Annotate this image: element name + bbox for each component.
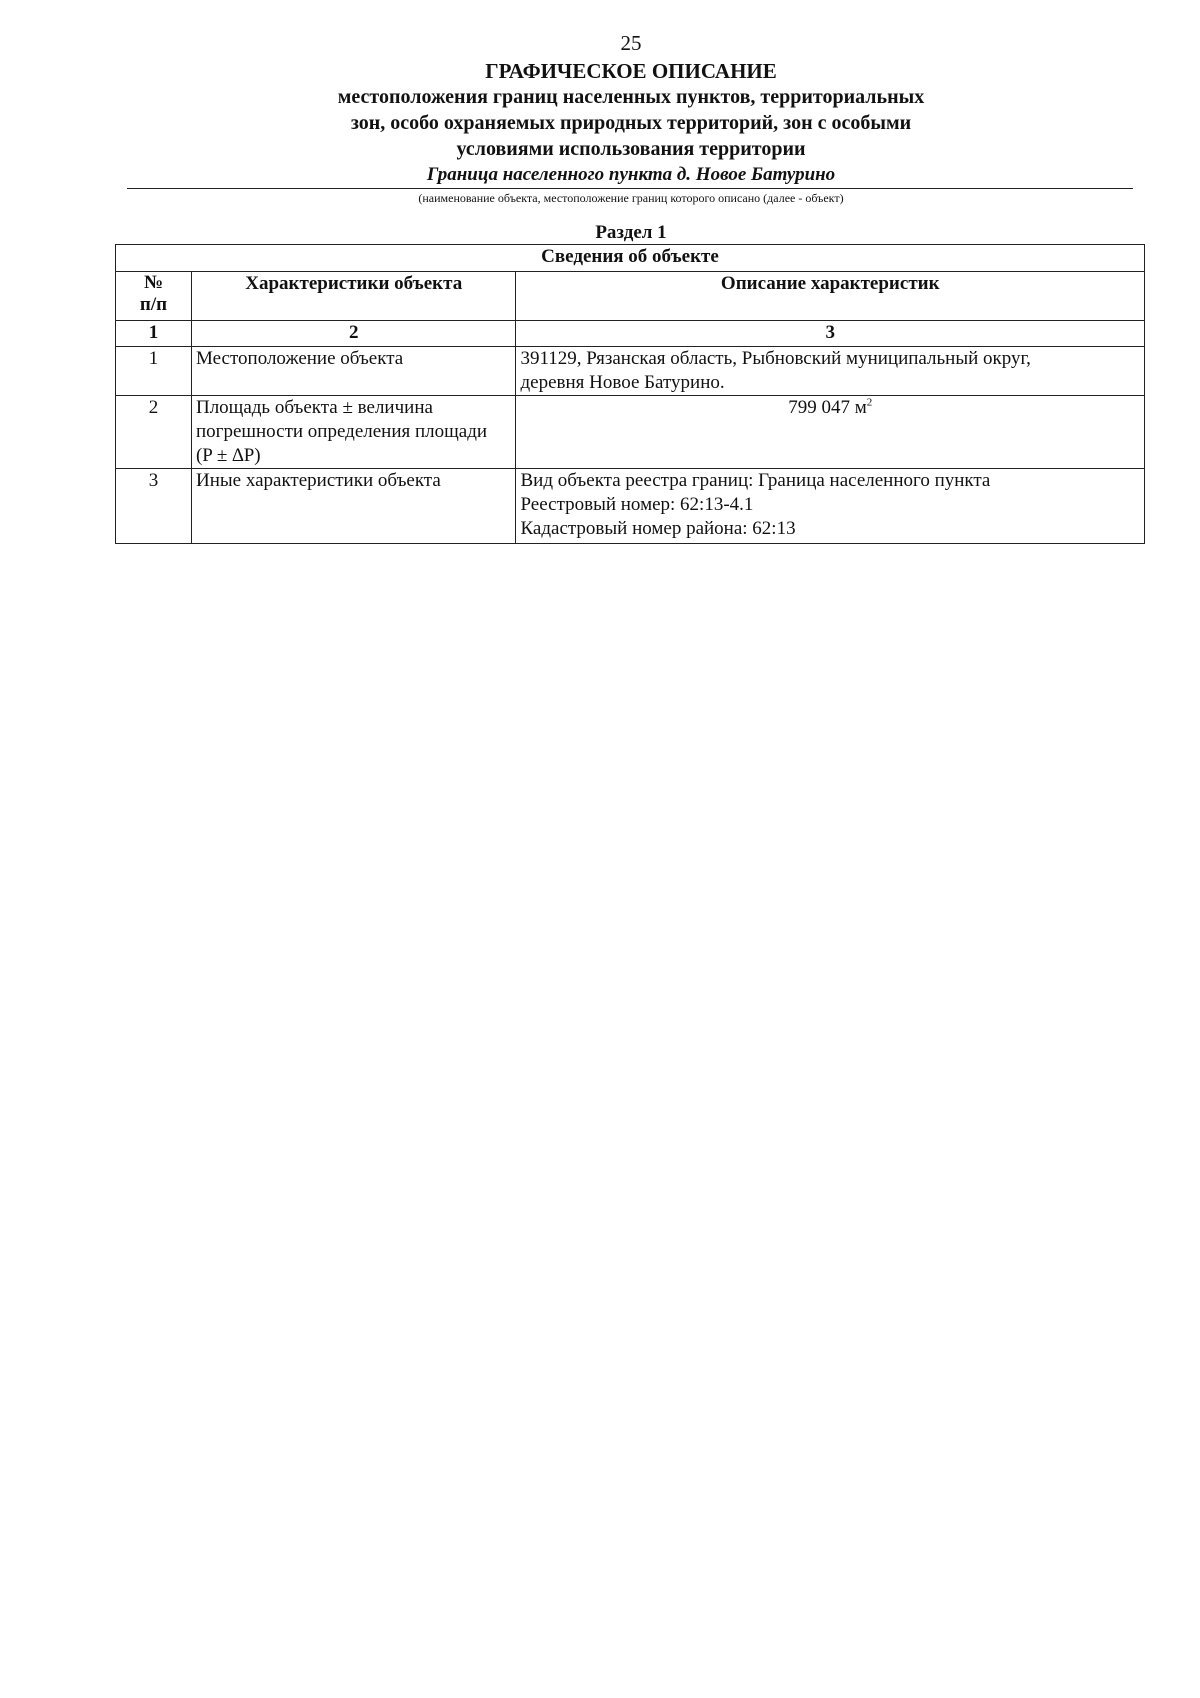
object-name-underline [127, 188, 1133, 189]
header-number-line2: п/п [139, 294, 168, 315]
header-number-line1: № [143, 272, 164, 293]
document-title: ГРАФИЧЕСКОЕ ОПИСАНИЕ [485, 59, 777, 83]
header-number [116, 272, 192, 321]
characteristic-line: Местоположение объекта [195, 348, 404, 369]
area-value: 799 047 м [788, 397, 867, 418]
row-number: 3 [116, 469, 192, 544]
characteristic-line: Площадь объекта ± величина [195, 397, 433, 418]
characteristic-line: погрешности определения площади [195, 421, 488, 442]
characteristic-line: (P ± ∆P) [195, 445, 261, 466]
subtitle-line: условиями использования территории [456, 138, 806, 160]
characteristic-line: Иные характеристики объекта [195, 470, 441, 491]
area-unit-superscript: 2 [866, 396, 873, 409]
column-index-row [116, 321, 1145, 347]
subtitle-line: местоположения границ населенных пунктов, территориальных [337, 86, 925, 108]
table-caption-row [116, 245, 1145, 272]
column-index: 2 [191, 321, 516, 347]
table-header-row [116, 272, 1145, 321]
table-row [116, 396, 1145, 469]
row-number: 1 [116, 347, 192, 396]
table-row [116, 469, 1145, 544]
page-number: 25 [620, 31, 642, 55]
row-characteristic [191, 347, 516, 396]
object-info-table [115, 244, 1145, 544]
column-index: 3 [516, 321, 1145, 347]
subtitle-line: зон, особо охраняемых природных территорий, зон с особыми [350, 112, 912, 134]
header-description: Описание характеристик [516, 272, 1145, 321]
header-characteristic: Характеристики объекта [191, 272, 516, 321]
row-number: 2 [116, 396, 192, 469]
row-description [516, 469, 1145, 544]
object-name-hint: (наименование объекта, местоположение границ которого описано (далее - объект) [418, 191, 844, 205]
row-characteristic [191, 469, 516, 544]
description-line: 391129, Рязанская область, Рыбновский муниципальный округ, [520, 348, 1031, 369]
document-subtitle [0, 84, 1200, 162]
column-index: 1 [116, 321, 192, 347]
description-line: Кадастровый номер района: 62:13 [520, 518, 796, 539]
object-name: Граница населенного пункта д. Новое Батурино [426, 164, 836, 185]
section-title: Раздел 1 [595, 222, 667, 243]
row-characteristic [191, 396, 516, 469]
description-line: Реестровый номер: 62:13-4.1 [520, 494, 754, 515]
table-caption: Сведения об объекте [116, 245, 1145, 272]
description-line: деревня Новое Батурино. [520, 372, 725, 393]
table-row [116, 347, 1145, 396]
area-value-cell [516, 396, 1145, 469]
description-line: Вид объекта реестра границ: Граница населенного пункта [520, 470, 991, 491]
row-description [516, 347, 1145, 396]
